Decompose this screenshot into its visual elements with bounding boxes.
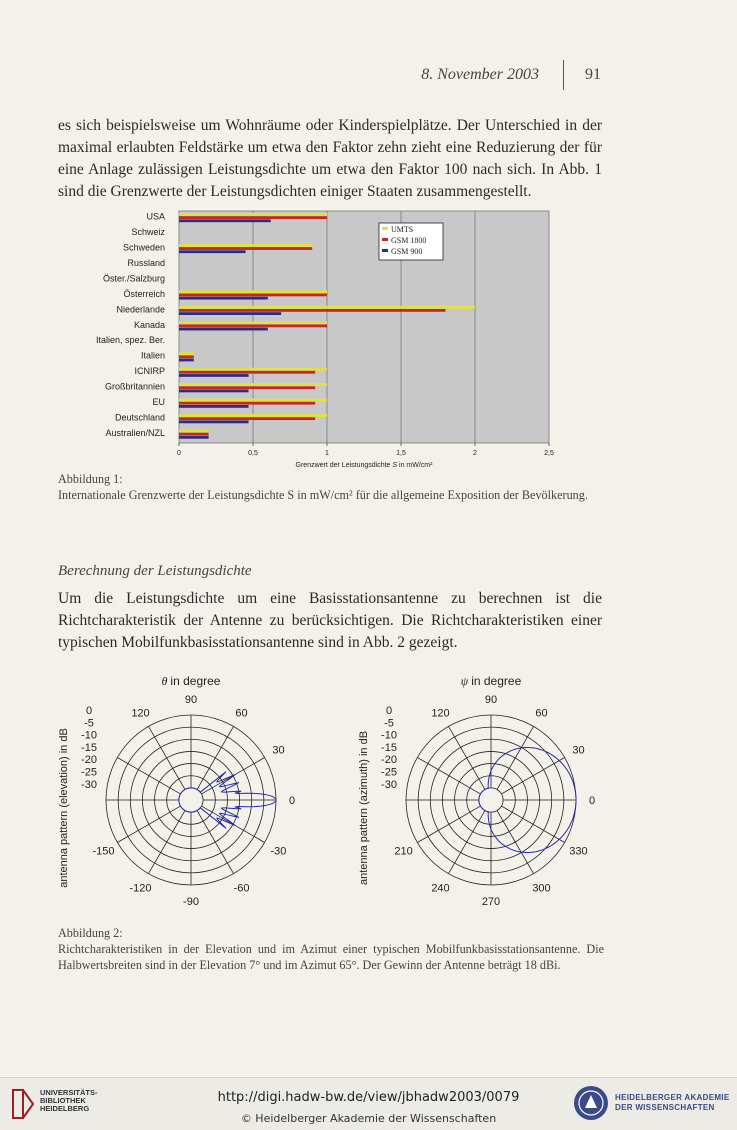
angle-label: -120 bbox=[129, 882, 152, 895]
db-label: -25 bbox=[81, 766, 97, 779]
angle-label: 240 bbox=[431, 882, 450, 895]
angle-label: 30 bbox=[572, 744, 585, 757]
legend-swatch bbox=[382, 227, 388, 230]
category-label: ICNIRP bbox=[134, 366, 165, 377]
angle-label: 30 bbox=[272, 744, 285, 757]
academy-name bbox=[615, 1093, 729, 1113]
ub-line-3: HEIDELBERG bbox=[40, 1104, 90, 1113]
bar-umts bbox=[179, 213, 327, 216]
bar-gsm-1800 bbox=[179, 216, 327, 219]
bar-umts bbox=[179, 244, 312, 247]
legend-swatch bbox=[382, 238, 388, 241]
db-label: -15 bbox=[81, 741, 97, 754]
figure1-caption-label: Abbildung 1: bbox=[58, 472, 123, 486]
x-tick-label: 2 bbox=[473, 450, 477, 457]
bar-gsm-1800 bbox=[179, 324, 327, 327]
polar-spoke bbox=[497, 811, 533, 874]
header-date: 8. November 2003 bbox=[421, 66, 539, 83]
x-tick-label: 0,5 bbox=[248, 450, 258, 457]
bar-umts bbox=[179, 290, 327, 293]
polar-spoke bbox=[449, 811, 485, 874]
db-label: -20 bbox=[381, 754, 397, 767]
angle-label: 0 bbox=[288, 795, 296, 807]
angle-label: -30 bbox=[270, 845, 287, 858]
title-text: in degree bbox=[471, 674, 522, 688]
footer-bar bbox=[0, 1077, 737, 1130]
y-axis-label: antenna pattern (elevation) in dB bbox=[58, 728, 70, 888]
figure2-caption-text: Richtcharakteristiken in der Elevation und im Azimut einer typischen Mobilfunkbasisstationsantenne. Die Halbwertsbreiten sind in der Elevation 7° und im Azimut 65°. Der Gewinn der Antenne beträgt 18 dBi. bbox=[58, 942, 604, 972]
db-label: -5 bbox=[84, 717, 94, 730]
legend-label: UMTS bbox=[391, 225, 414, 234]
bar-gsm-1800 bbox=[179, 294, 327, 297]
bar-gsm-1800 bbox=[179, 355, 194, 358]
db-label: -5 bbox=[384, 717, 394, 730]
db-label: -25 bbox=[381, 766, 397, 779]
category-label: Russland bbox=[127, 257, 165, 268]
bar-gsm-900 bbox=[179, 250, 246, 253]
bar-umts bbox=[179, 306, 475, 309]
academy-line-2: DER WISSENSCHAFTEN bbox=[615, 1103, 715, 1112]
angle-label: 210 bbox=[394, 845, 413, 858]
permalink-url[interactable]: http://digi.hadw-bw.de/view/jbhadw2003/0079 bbox=[217, 1090, 520, 1105]
section-paragraph: Um die Leistungsdichte um eine Basisstationsantenne zu berechnen ist die Richtcharakteristik der Antenne zu berücksichtigen. Die Richtcharakteristiken einer typischen Mobilfunkbasisstationsantenne sind in Abb. 2 gezeigt. bbox=[58, 590, 602, 651]
bar-gsm-1800 bbox=[179, 309, 445, 312]
category-label: USA bbox=[146, 211, 165, 222]
polar-spoke bbox=[117, 806, 180, 842]
bar-gsm-900 bbox=[179, 312, 281, 315]
angle-label: 90 bbox=[184, 694, 198, 706]
category-label: EU bbox=[152, 397, 165, 408]
bar-umts bbox=[179, 383, 327, 386]
academy-seal-icon bbox=[572, 1084, 610, 1122]
y-axis-label: antenna pattern (azimuth) in dB bbox=[358, 730, 370, 886]
x-tick-label: 1 bbox=[325, 450, 329, 457]
bar-umts bbox=[179, 321, 327, 324]
bar-gsm-900 bbox=[179, 390, 249, 393]
angle-label: 270 bbox=[481, 896, 501, 908]
db-label: -15 bbox=[381, 741, 397, 754]
title-symbol: ψ bbox=[460, 674, 472, 688]
angle-label: 300 bbox=[532, 882, 551, 895]
polar-spoke bbox=[502, 758, 565, 794]
bar-chart bbox=[55, 203, 575, 473]
category-label: Niederlande bbox=[116, 304, 165, 315]
category-label: Öster./Salzburg bbox=[102, 273, 165, 284]
bar-gsm-1800 bbox=[179, 247, 312, 250]
angle-label: 60 bbox=[235, 707, 248, 720]
legend-swatch bbox=[382, 249, 388, 252]
category-label: Australien/NZL bbox=[105, 428, 165, 439]
x-axis-label-symbol: S bbox=[392, 462, 398, 469]
bar-gsm-1800 bbox=[179, 417, 315, 420]
ub-line-1: UNIVERSITÄTS- bbox=[40, 1088, 98, 1097]
bar-gsm-900 bbox=[179, 420, 249, 423]
angle-label: -150 bbox=[92, 845, 115, 858]
db-label: -10 bbox=[381, 729, 397, 742]
x-axis-label-prefix: Grenzwert der Leistungsdichte bbox=[295, 462, 393, 469]
copyright-text: © Heidelberger Akademie der Wissenschaften bbox=[240, 1112, 497, 1125]
polar-spoke bbox=[449, 726, 485, 789]
bar-gsm-900 bbox=[179, 297, 268, 300]
polar-plot-elevation bbox=[55, 672, 325, 912]
category-label: Schweiz bbox=[131, 226, 165, 237]
category-label: Italien bbox=[140, 350, 165, 361]
angle-label: -60 bbox=[233, 882, 250, 895]
bar-gsm-1800 bbox=[179, 402, 315, 405]
bar-umts bbox=[179, 430, 209, 433]
x-tick-label: 2,5 bbox=[544, 450, 554, 457]
page-number: 91 bbox=[585, 66, 601, 83]
polar-spoke bbox=[117, 758, 180, 794]
polar-plot-azimuth bbox=[355, 672, 625, 912]
running-header bbox=[0, 66, 737, 88]
figure2-caption-label: Abbildung 2: bbox=[58, 926, 123, 940]
intro-paragraph: es sich beispielsweise um Wohnräume oder Kinderspielplätze. Der Unterschied in der maximal erlaubten Feldstärke um etwa den Faktor zehn zieht eine Reduzierung der für eine Anlage zulässigen Leistungsdichte um etwa den Faktor 100 nach sich. In Abb. 1 sind die Grenzwerte der Leistungsdichten einiger Staaten zusammengestellt. bbox=[58, 117, 602, 200]
bar-umts bbox=[179, 368, 327, 371]
category-label: Österreich bbox=[123, 288, 165, 299]
x-tick-label: 0 bbox=[177, 450, 181, 457]
bar-gsm-1800 bbox=[179, 433, 209, 436]
polar-spoke bbox=[502, 806, 565, 842]
title-text: in degree bbox=[170, 674, 221, 688]
x-tick-label: 1,5 bbox=[396, 450, 406, 457]
bar-gsm-900 bbox=[179, 436, 209, 439]
polar-spoke bbox=[149, 811, 185, 874]
figure2-caption bbox=[58, 925, 604, 973]
legend-label: GSM 1800 bbox=[391, 236, 427, 245]
plot-title bbox=[162, 674, 221, 688]
header-divider bbox=[563, 60, 564, 90]
section-heading: Berechnung der Leistungsdichte bbox=[58, 563, 252, 579]
db-label: -10 bbox=[81, 729, 97, 742]
academy-line-1: HEIDELBERGER AKADEMIE bbox=[615, 1093, 730, 1102]
bar-umts bbox=[179, 352, 194, 355]
figure1-caption-text: Internationale Grenzwerte der Leistungsdichte S in mW/cm² für die allgemeine Exposition der Bevölkerung. bbox=[58, 488, 588, 502]
figure1-caption bbox=[58, 471, 604, 503]
category-label: Deutschland bbox=[114, 412, 165, 423]
angle-label: 60 bbox=[535, 707, 548, 720]
angle-label: -90 bbox=[183, 896, 199, 908]
bar-gsm-1800 bbox=[179, 386, 315, 389]
ub-line-2: BIBLIOTHEK bbox=[40, 1096, 86, 1105]
db-label: 0 bbox=[85, 705, 93, 717]
category-label: Schweden bbox=[122, 242, 165, 253]
bar-gsm-900 bbox=[179, 405, 249, 408]
category-label: Kanada bbox=[133, 319, 165, 330]
bar-gsm-1800 bbox=[179, 371, 315, 374]
bar-umts bbox=[179, 414, 327, 417]
db-label: 0 bbox=[385, 705, 393, 717]
angle-label: 0 bbox=[588, 795, 596, 807]
polar-spoke bbox=[417, 806, 480, 842]
db-label: -30 bbox=[381, 778, 397, 791]
polar-spoke bbox=[497, 726, 533, 789]
x-axis-label-unit: in mW/cm² bbox=[397, 462, 433, 469]
angle-label: 330 bbox=[569, 845, 588, 858]
title-symbol: θ bbox=[161, 674, 171, 688]
category-label: Italien, spez. Ber. bbox=[95, 335, 165, 346]
angle-label: 120 bbox=[431, 707, 450, 720]
db-label: -30 bbox=[81, 778, 97, 791]
angle-label: 120 bbox=[131, 707, 150, 720]
category-label: Großbritannien bbox=[104, 381, 165, 392]
bar-gsm-900 bbox=[179, 359, 194, 362]
bar-gsm-900 bbox=[179, 374, 249, 377]
polar-spoke bbox=[149, 726, 185, 789]
x-axis-label bbox=[296, 462, 434, 469]
bar-gsm-900 bbox=[179, 328, 268, 331]
legend-label: GSM 900 bbox=[391, 247, 423, 256]
polar-spoke bbox=[417, 758, 480, 794]
bar-umts bbox=[179, 399, 327, 402]
bar-gsm-900 bbox=[179, 219, 271, 222]
db-label: -20 bbox=[81, 754, 97, 767]
angle-label: 90 bbox=[484, 694, 498, 706]
plot-title bbox=[461, 674, 522, 688]
